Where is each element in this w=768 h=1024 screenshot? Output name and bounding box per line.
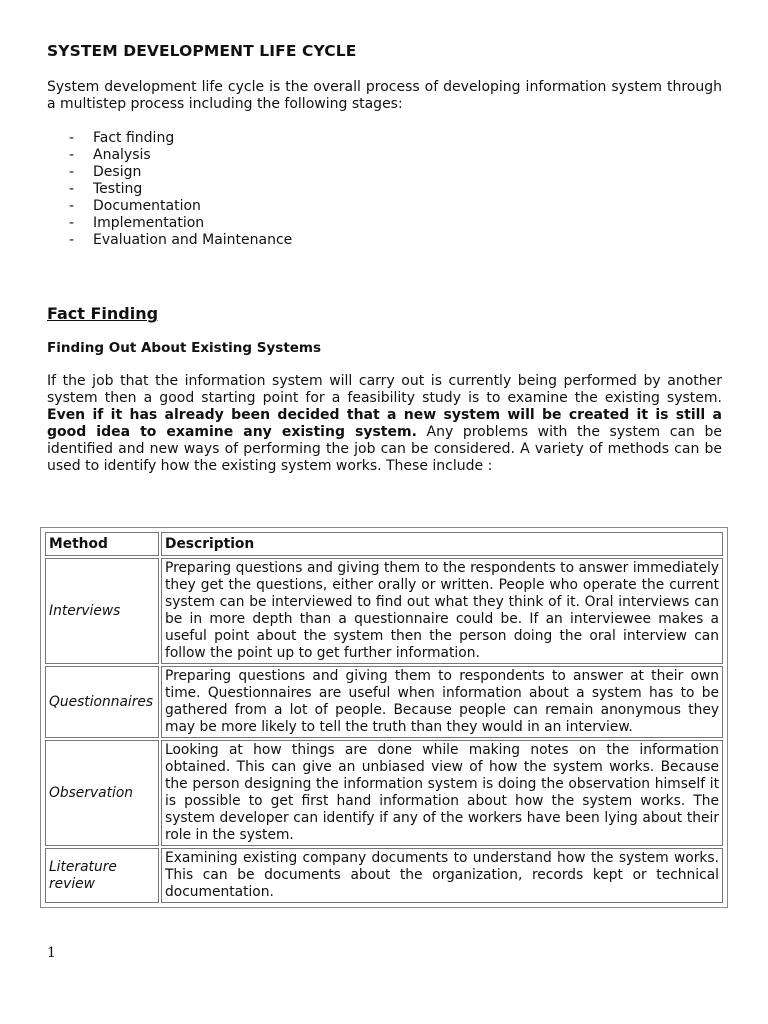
table-row [45,558,723,664]
subsection-title: Finding Out About Existing Systems [47,340,322,356]
stage-label: Design [93,164,142,180]
method-cell: Questionnaires [45,666,159,738]
stage-label: Analysis [93,147,151,163]
section-title: Fact Finding [47,304,159,323]
list-item [69,232,722,249]
stage-label: Evaluation and Maintenance [93,232,293,248]
body-paragraph [47,373,722,475]
methods-table [43,530,725,905]
header-method: Method [45,532,159,556]
document-title: SYSTEM DEVELOPMENT LIFE CYCLE [47,42,357,60]
description-cell: Examining existing company documents to understand how the system works. This can be documents about the organization, records kept or technical documentation. [161,848,723,903]
stage-label: Implementation [93,215,205,231]
page-number: 1 [47,945,56,961]
table-row [45,666,723,738]
description-cell: Looking at how things are done while making notes on the information obtained. This can give an unbiased view of how the system works. Because the person designing the information system is doing the observation himself it is possible to get first hand information about how the system works. The system developer can identify if any of the workers have been lying about their role in the system. [161,740,723,846]
description-cell: Preparing questions and giving them to respondents to answer at their own time. Questionnaires are useful when information about a system has to be gathered from a lot of people. Because people can remain anonymous they may be more likely to tell the truth than they would in an interview. [161,666,723,738]
list-item [69,147,722,164]
table-row [45,848,723,903]
list-item [69,215,722,232]
document-page [47,42,722,475]
list-item [69,130,722,147]
list-dash: - [69,130,75,146]
list-dash: - [69,164,75,180]
list-dash: - [69,147,75,163]
list-dash: - [69,232,75,248]
method-cell: Literature review [45,848,159,903]
list-dash: - [69,215,75,231]
table-row [45,740,723,846]
table-header-row [45,532,723,556]
list-dash: - [69,198,75,214]
list-dash: - [69,181,75,197]
list-item [69,164,722,181]
method-cell: Interviews [45,558,159,664]
stage-label: Fact finding [93,130,175,146]
stage-label: Documentation [93,198,201,214]
description-cell: Preparing questions and giving them to the respondents to answer immediately they get the questions, either orally or written. People who operate the current system can be interviewed to find out what they think of it. Oral interviews can be in more depth than a questionnaire could be. If an interviewee makes a useful point about the system then the person doing the oral interview can follow the point up to get further information. [161,558,723,664]
stage-list [47,130,722,249]
para-text-bold: Even if it has already been decided that a new system will be created it is still a good idea to examine any existing system. [47,407,722,440]
list-item [69,181,722,198]
method-cell: Observation [45,740,159,846]
para-text-start: If the job that the information system will carry out is currently being performed by another system then a good starting point for a feasibility study is to examine the existing system. [47,373,722,406]
intro-paragraph: System development life cycle is the overall process of developing information system through a multistep process including the following stages: [47,79,722,112]
stage-label: Testing [93,181,143,197]
methods-table-frame [40,527,728,908]
header-description: Description [161,532,723,556]
list-item [69,198,722,215]
para-text-end: Any problems with the system can be identified and new ways of performing the job can be considered. A variety of methods can be used to identify how the existing system works. These include : [47,424,722,474]
